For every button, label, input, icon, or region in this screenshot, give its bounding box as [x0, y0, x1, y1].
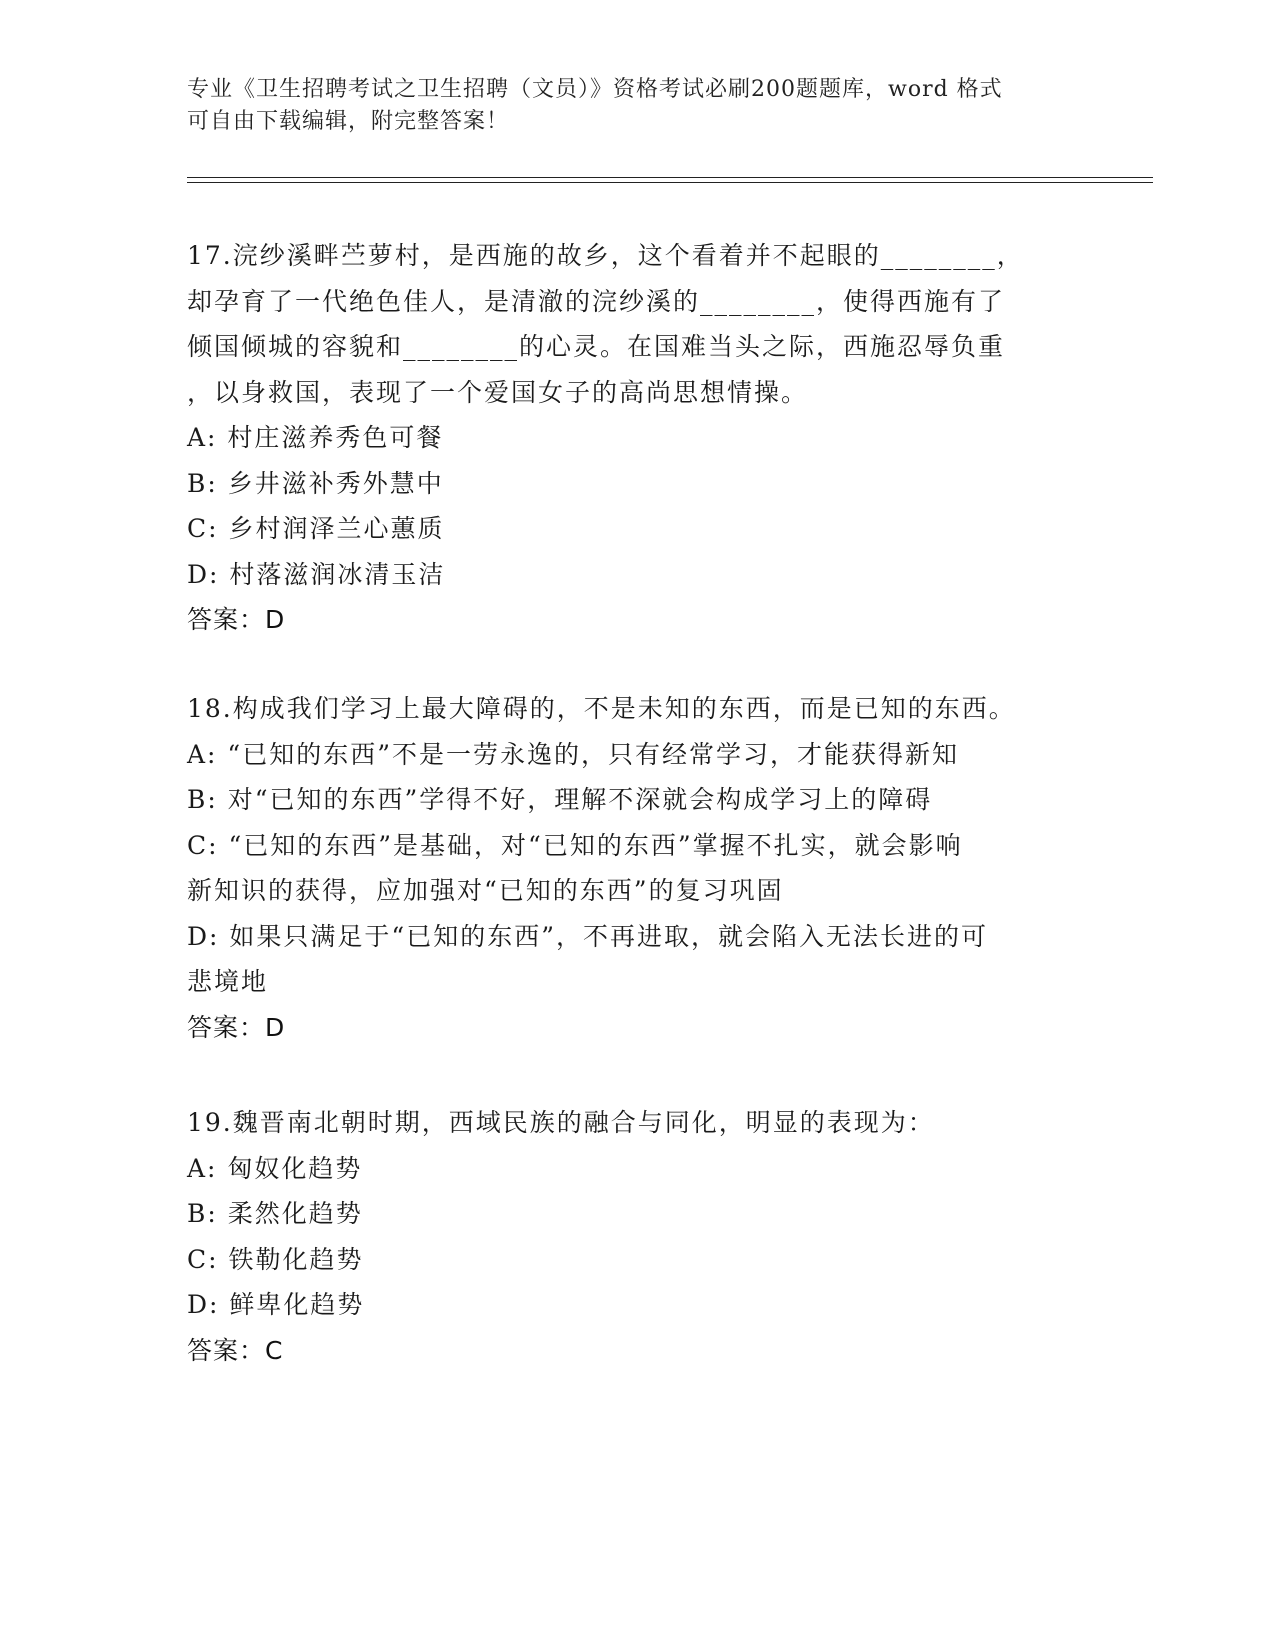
- option-a: A: “已知的东西”不是一劳永逸的，只有经常学习，才能获得新知: [187, 739, 959, 769]
- option-c-continued: 新知识的获得，应加强对“已知的东西”的复习巩固: [187, 876, 784, 905]
- option-d: D: 如果只满足于“已知的东西”，不再进取，就会陷入无法长进的可: [187, 921, 988, 951]
- option-b: B: 乡井滋补秀外慧中: [187, 468, 444, 498]
- option-b: B: 对“已知的东西”学得不好，理解不深就会构成学习上的障碍: [187, 785, 933, 814]
- answer-label: 答案：D: [187, 1012, 286, 1042]
- document-header: [187, 74, 1087, 138]
- header-line-2: 可自由下载编辑，附完整答案！: [187, 109, 510, 134]
- option-a: A: 村庄滋养秀色可餐: [187, 423, 444, 452]
- question-stem-line: 18.构成我们学习上最大障碍的，不是未知的东西，而是已知的东西。: [187, 694, 1016, 723]
- question-stem-line: 19.魏晋南北朝时期，西域民族的融合与同化，明显的表现为：: [187, 1108, 935, 1137]
- answer-label: 答案：C: [187, 1335, 284, 1365]
- question-17: [187, 233, 1087, 643]
- option-a: A: 匈奴化趋势: [187, 1153, 363, 1183]
- question-stem-line: 却孕育了一代绝色佳人，是清澈的浣纱溪的________，使得西施有了: [187, 286, 1006, 316]
- option-d-continued: 悲境地: [187, 967, 269, 996]
- option-c: C: 铁勒化趋势: [187, 1244, 364, 1274]
- header-line-1: 专业《卫生招聘考试之卫生招聘（文员）》资格考试必刷200题题库，word 格式: [187, 77, 1003, 102]
- option-d: D: 村落滋润冰清玉洁: [187, 559, 446, 589]
- question-stem-line: 倾国倾城的容貌和________的心灵。在国难当头之际，西施忍辱负重: [187, 332, 1006, 361]
- question-stem-line: 17.浣纱溪畔苎萝村，是西施的故乡，这个看着并不起眼的________，: [187, 241, 1024, 270]
- answer-label: 答案：D: [187, 605, 286, 634]
- question-stem-line: ，以身救国，表现了一个爱国女子的高尚思想情操。: [187, 377, 809, 407]
- option-c: C: 乡村润泽兰心蕙质: [187, 514, 445, 543]
- header-divider-top: [187, 177, 1153, 178]
- header-divider-bottom: [187, 182, 1153, 183]
- option-b: B: 柔然化趋势: [187, 1199, 363, 1228]
- question-18: [187, 686, 1087, 1050]
- question-19: [187, 1100, 1087, 1373]
- option-d: D: 鲜卑化趋势: [187, 1290, 365, 1319]
- option-c: C: “已知的东西”是基础，对“已知的东西”掌握不扎实，就会影响: [187, 830, 963, 860]
